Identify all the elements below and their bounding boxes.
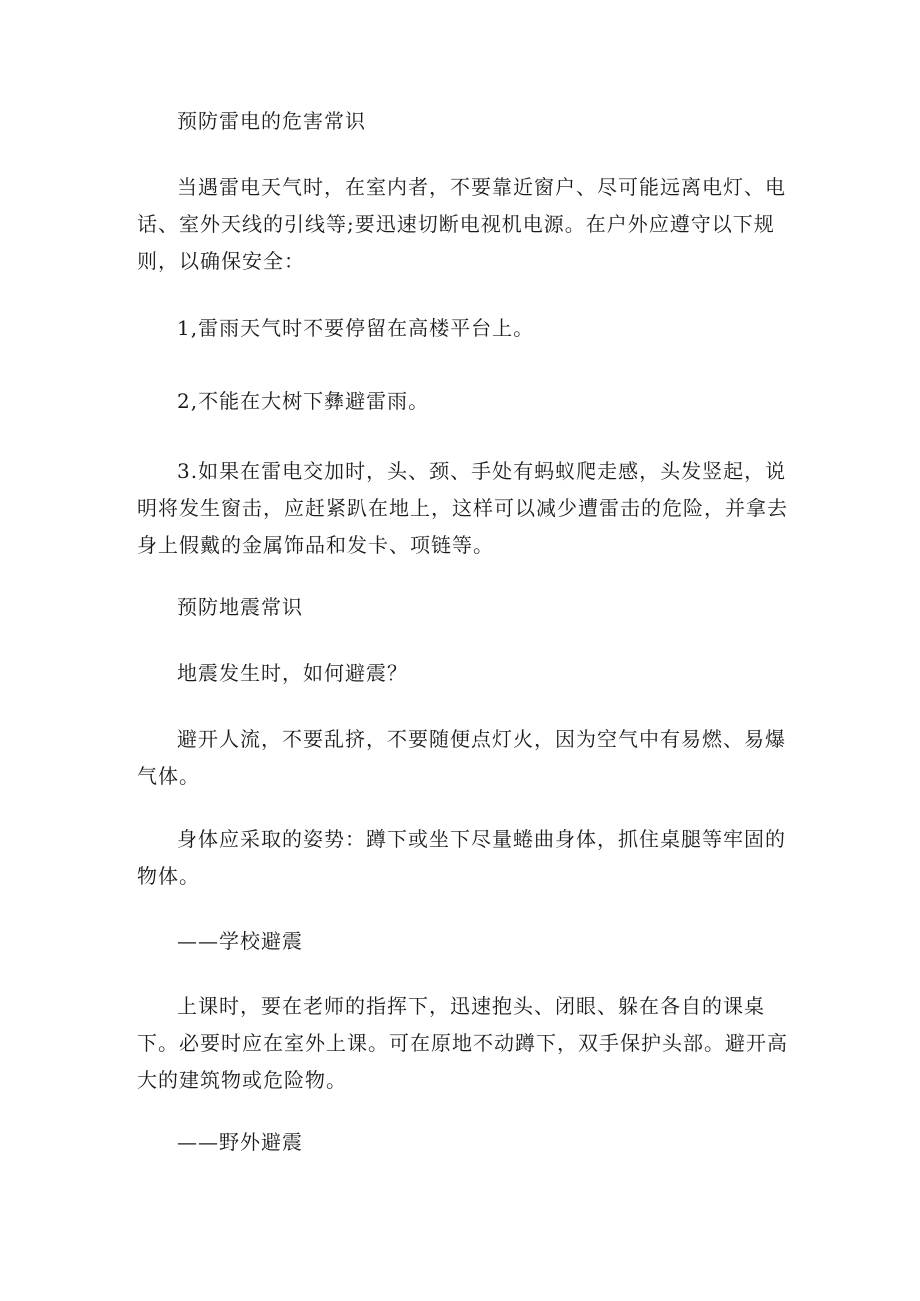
- heading-school: ——学校避震: [177, 929, 303, 953]
- paragraph-lightning-intro: 当遇雷电天气时，在室内者，不要靠近窗户、尽可能远离电灯、电话、室外天线的引线等;要迅速切断电视机电源。在户外应遵守以下规则，以确保安全：: [137, 175, 786, 273]
- heading-outdoor: ——野外避震: [177, 1130, 303, 1154]
- paragraph-rule-2: 2,不能在大树下彝避雷雨。: [177, 389, 430, 413]
- paragraph-body-posture: 身体应采取的姿势：蹲下或坐下尽量蜷曲身体，抓住桌腿等牢固的物体。: [137, 827, 786, 888]
- paragraph-earthquake-question: 地震发生时，如何避震？: [177, 661, 408, 685]
- heading-earthquake: 预防地震常识: [177, 595, 303, 619]
- paragraph-avoid-crowd: 避开人流，不要乱挤，不要随便点灯火，因为空气中有易燃、易爆气体。: [137, 727, 786, 788]
- paragraph-school: 上课时，要在老师的指挥下，迅速抱头、闭眼、躲在各自的课桌下。必要时应在室外上课。可在原地不动蹲下，双手保护头部。避开高大的建筑物或危险物。: [137, 994, 788, 1092]
- paragraph-rule-3: 3.如果在雷电交加时，头、颈、手处有蚂蚁爬走感，头发竖起，说明将发生窗击，应赶紧趴在地上，这样可以减少遭雷击的危险，并拿去身上假戴的金属饰品和发卡、项链等。: [137, 459, 788, 557]
- paragraph-rule-1: 1,雷雨天气时不要停留在高楼平台上。: [177, 316, 535, 340]
- heading-lightning: 预防雷电的危害常识: [177, 109, 366, 133]
